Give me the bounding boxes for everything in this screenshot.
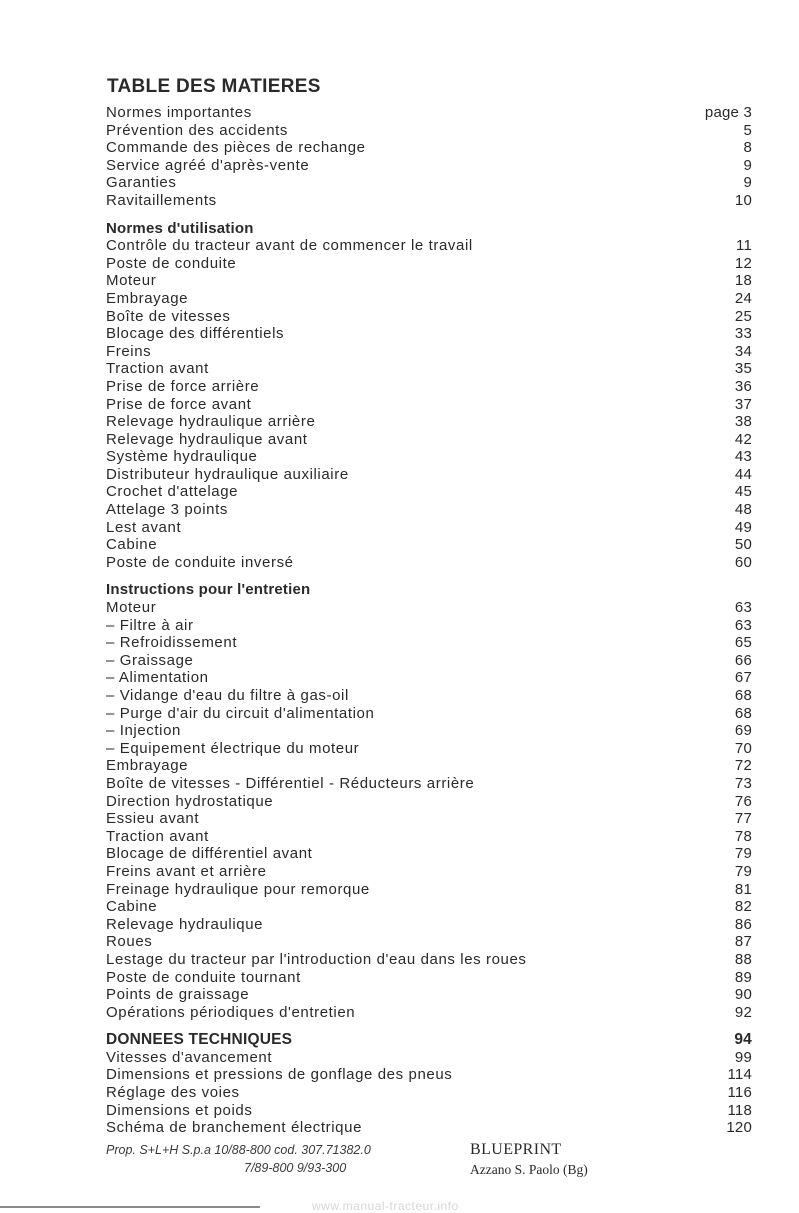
toc-entry-label: Direction hydrostatique (106, 792, 274, 810)
toc-entry-page: 36 (734, 377, 752, 395)
toc-entry-label: Relevage hydraulique avant (106, 430, 308, 448)
toc-entry (106, 916, 752, 934)
toc-entry-label: – Vidange d'eau du filtre à gas-oil (106, 687, 349, 704)
footer-line-1: Prop. S+L+H S.p.a 10/88-800 cod. 307.71382.0 (106, 1143, 371, 1157)
toc-entry-label: Freinage hydraulique pour remorque (106, 880, 370, 898)
toc-entry-page: 99 (734, 1048, 752, 1066)
toc-entry-page: 79 (734, 845, 752, 863)
toc-entry-page: 116 (727, 1084, 752, 1102)
toc-entry-label: Blocage des différentiels (106, 325, 285, 343)
toc-entry-label: Lest avant (106, 518, 182, 536)
toc-entry-page: 12 (734, 254, 752, 272)
toc-entry-label: Cabine (106, 898, 158, 916)
toc-entry (106, 652, 752, 670)
toc-entry-page: 120 (726, 1119, 752, 1137)
toc-entry-label: Service agréé d'après-vente (106, 156, 310, 174)
toc-entry-label: Attelage 3 points (106, 501, 228, 519)
toc-entry-label: – Filtre à air (106, 616, 194, 634)
toc-entry-page: 37 (734, 395, 752, 413)
toc-entry-page: 77 (734, 810, 752, 828)
toc-entry-label: Essieu avant (106, 810, 200, 828)
toc-entry-page: 60 (734, 553, 752, 571)
toc-entry-page: 10 (734, 191, 752, 209)
toc-entry-label: – Injection (106, 722, 181, 740)
toc-entry (106, 448, 752, 466)
toc-entry-label: – Refroidissement (106, 634, 238, 652)
toc-entry-label: Crochet d'attelage (106, 483, 239, 501)
toc-entry (106, 793, 752, 811)
toc-entry-page: 25 (734, 307, 752, 325)
toc-entry-page: 48 (734, 501, 752, 519)
toc-entry (106, 722, 752, 740)
toc-entry-page: 92 (734, 1003, 752, 1021)
toc-entry (106, 1119, 752, 1137)
toc-section (106, 1031, 752, 1137)
toc-entry (106, 1102, 752, 1120)
toc-entry-label: Embrayage (106, 757, 189, 775)
toc-entry (106, 290, 752, 308)
toc-entry-label: Garanties (106, 174, 177, 192)
toc-entry (106, 1049, 752, 1067)
toc-heading-label: DONNEES TECHNIQUES (106, 1031, 293, 1049)
toc-entry-page: 68 (734, 687, 752, 704)
toc-entry (106, 104, 752, 122)
toc-entry (106, 687, 752, 705)
toc-entry-page: 43 (734, 448, 752, 466)
toc-section-heading (106, 1031, 752, 1049)
toc-entry-label: Traction avant (106, 360, 209, 378)
toc-entry-label: Dimensions et pressions de gonflage des pneus (106, 1066, 453, 1084)
toc-entry-label: Prise de force avant (106, 395, 252, 413)
toc-entry (106, 237, 752, 255)
toc-entry (106, 810, 752, 828)
toc-entry-label: Opérations périodiques d'entretien (106, 1003, 356, 1021)
toc-entry (106, 554, 752, 572)
toc-entry-page: 63 (734, 599, 752, 617)
toc-entry-page: 76 (734, 792, 752, 810)
toc-entry (106, 378, 752, 396)
toc-entry-page: 11 (736, 237, 752, 255)
toc-entry (106, 466, 752, 484)
toc-entry-page: 63 (734, 616, 752, 634)
toc-section (106, 220, 752, 572)
toc-entry-label: – Purge d'air du circuit d'alimentation (106, 704, 375, 722)
toc-entry-label: Blocage de différentiel avant (106, 845, 313, 863)
toc-entry-label: Freins (106, 342, 152, 360)
toc-entry (106, 986, 752, 1004)
toc-entry-label: Cabine (106, 536, 158, 554)
toc-entry (106, 828, 752, 846)
toc-entry (106, 1066, 752, 1084)
toc-entry-page: 118 (727, 1101, 752, 1119)
toc-entry-label: Boîte de vitesses - Différentiel - Réducteurs arrière (106, 774, 475, 792)
toc-entry-page: 70 (734, 739, 752, 757)
toc-entry (106, 599, 752, 617)
toc-entry-label: Contrôle du tracteur avant de commencer le travail (106, 237, 473, 255)
toc-entry-label: – Equipement électrique du moteur (106, 739, 360, 757)
toc-entry-page: 68 (734, 704, 752, 722)
toc-entry-label: Système hydraulique (106, 448, 258, 466)
page-edge-line (0, 1206, 260, 1208)
toc-entry (106, 634, 752, 652)
toc-entry-label: Schéma de branchement électrique (106, 1119, 363, 1137)
footer-line-2: 7/89-800 9/93-300 (244, 1161, 347, 1175)
toc-entry-page: page 3 (704, 104, 752, 121)
toc-entry (106, 617, 752, 635)
toc-entry-page: 66 (734, 651, 752, 669)
toc-entry (106, 192, 752, 210)
toc-entry (106, 360, 752, 378)
toc-entry-page: 65 (734, 634, 752, 652)
toc-entry-page: 18 (734, 272, 752, 290)
toc-entry-page: 88 (734, 950, 752, 968)
toc-entry (106, 898, 752, 916)
toc-entry (106, 139, 752, 157)
toc-section (106, 104, 752, 210)
toc-heading-label: Instructions pour l'entretien (106, 581, 311, 599)
toc-entry (106, 272, 752, 290)
toc-entry-label: Relevage hydraulique arrière (106, 413, 316, 431)
toc-entry (106, 536, 752, 554)
toc-entry (106, 325, 752, 343)
toc-entry (106, 1084, 752, 1102)
toc-entry (106, 343, 752, 361)
toc-entry (106, 881, 752, 899)
toc-entry (106, 775, 752, 793)
toc-entry-label: Vitesses d'avancement (106, 1048, 273, 1066)
toc-entry-label: Points de graissage (106, 986, 250, 1004)
footer-brand: BLUEPRINT (470, 1141, 562, 1158)
toc-entry (106, 863, 752, 881)
toc-entry-label: Embrayage (106, 289, 189, 307)
toc-entry-page: 45 (734, 483, 752, 501)
footer (106, 1143, 626, 1185)
toc-heading-page: 94 (734, 1031, 752, 1049)
toc-entry-label: Relevage hydraulique (106, 915, 264, 933)
toc-entry-label: Boîte de vitesses (106, 307, 231, 325)
toc-entry (106, 157, 752, 175)
toc-section (106, 581, 752, 1021)
toc-entry-page: 5 (743, 121, 752, 139)
toc-entry (106, 969, 752, 987)
toc-entry-label: Poste de conduite (106, 254, 237, 272)
toc-entry (106, 501, 752, 519)
toc-entry-page: 82 (734, 898, 752, 916)
toc-entry-page: 72 (734, 757, 752, 775)
toc-entry-label: Moteur (106, 599, 157, 617)
toc-entry-page: 38 (734, 413, 752, 431)
toc-entry-page: 87 (734, 933, 752, 951)
toc-entry-page: 79 (734, 862, 752, 880)
toc-entry-page: 34 (734, 342, 752, 360)
toc-entry-label: Moteur (106, 272, 157, 290)
toc-entry-page: 24 (734, 289, 752, 307)
footer-location: Azzano S. Paolo (Bg) (470, 1162, 588, 1177)
toc-entry (106, 431, 752, 449)
toc-entry (106, 845, 752, 863)
toc-entry-page: 67 (734, 669, 752, 687)
toc-entry-label: Prise de force arrière (106, 377, 260, 395)
toc-entry-label: Dimensions et poids (106, 1101, 253, 1119)
toc-entry-page: 89 (734, 968, 752, 986)
toc-entry-label: – Graissage (106, 651, 194, 669)
toc-entry-page: 69 (734, 722, 752, 740)
toc-entry-page: 44 (734, 465, 752, 483)
toc-entry (106, 1004, 752, 1022)
toc-entry-label: Roues (106, 933, 153, 951)
toc-heading-label: Normes d'utilisation (106, 219, 254, 237)
toc-entry-label: Réglage des voies (106, 1084, 240, 1102)
toc-entry-page: 49 (734, 518, 752, 536)
toc-entry (106, 413, 752, 431)
toc-entry-page: 8 (743, 139, 752, 157)
toc-entry-page: 42 (734, 430, 752, 448)
toc-entry (106, 396, 752, 414)
toc-entry-label: Prévention des accidents (106, 121, 288, 139)
toc-entry (106, 519, 752, 537)
toc-entry-page: 90 (734, 986, 752, 1004)
toc-entry-label: – Alimentation (106, 669, 209, 687)
toc-entry-page: 9 (743, 174, 752, 192)
toc-entry-label: Ravitaillements (106, 191, 217, 209)
toc-entry (106, 308, 752, 326)
toc-entry-label: Normes importantes (106, 104, 252, 121)
toc-section-heading (106, 220, 752, 238)
toc-entry-page: 114 (727, 1066, 752, 1084)
toc-entry-label: Lestage du tracteur par l'introduction d'eau dans les roues (106, 950, 527, 968)
toc-entry-label: Traction avant (106, 827, 209, 845)
toc-entry (106, 757, 752, 775)
toc-entry (106, 705, 752, 723)
toc-entry (106, 669, 752, 687)
toc-entry-page: 86 (734, 915, 752, 933)
toc-entry (106, 122, 752, 140)
toc-entry-page: 73 (734, 774, 752, 792)
toc-entry-page: 35 (734, 360, 752, 378)
toc-entry-label: Distributeur hydraulique auxiliaire (106, 465, 349, 483)
toc-entry-label: Freins avant et arrière (106, 862, 267, 880)
toc-entry-label: Poste de conduite inversé (106, 553, 294, 571)
table-of-contents (106, 104, 752, 1147)
toc-section-heading (106, 581, 752, 599)
toc-entry (106, 174, 752, 192)
toc-entry-page: 50 (734, 536, 752, 554)
toc-entry-label: Commande des pièces de rechange (106, 139, 366, 157)
toc-entry (106, 933, 752, 951)
toc-entry-page: 9 (743, 156, 752, 174)
page-title: TABLE DES MATIERES (107, 76, 321, 97)
toc-entry (106, 951, 752, 969)
toc-entry (106, 255, 752, 273)
watermark: www.manual-tracteur.info (312, 1199, 459, 1213)
toc-entry-page: 81 (734, 880, 752, 898)
toc-entry (106, 483, 752, 501)
toc-entry-label: Poste de conduite tournant (106, 968, 301, 986)
toc-entry-page: 78 (734, 827, 752, 845)
toc-entry-page: 33 (734, 325, 752, 343)
toc-entry (106, 740, 752, 758)
